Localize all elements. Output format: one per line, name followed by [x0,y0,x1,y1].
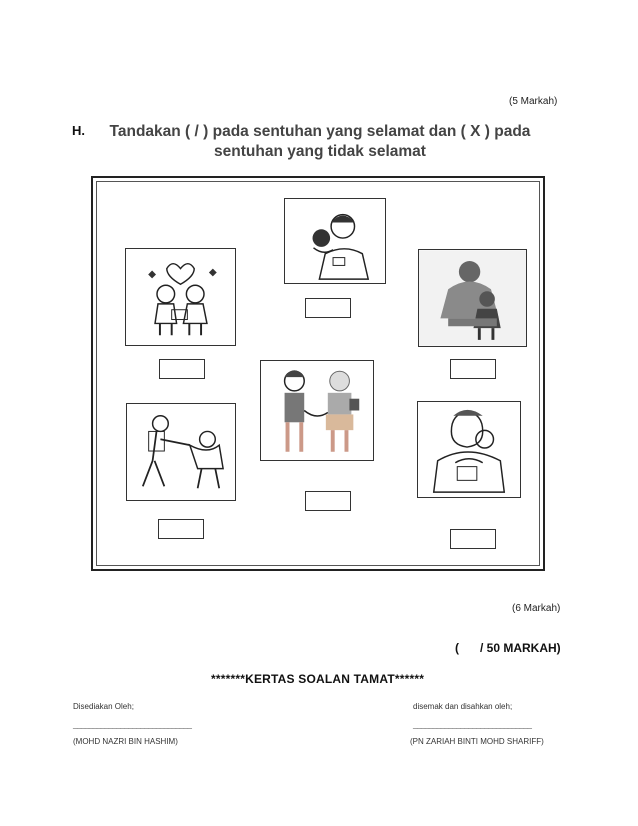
question-instruction [100,122,540,162]
adult-with-child-icon [418,249,527,347]
score-total: / 50 MARKAH) [480,641,561,655]
marks-top: (5 Markah) [509,96,558,107]
man-hugging-girl-icon [284,198,386,284]
approved-signature-line: ______________________________ [413,720,532,729]
instruction-line-1: Tandakan ( / ) pada sentuhan yang selamat dan ( X ) pada [109,123,531,140]
answer-box-2[interactable] [159,359,205,379]
prepared-label: Disediakan Oleh; [73,702,134,711]
instruction-line-2: sentuhan yang tidak selamat [214,143,426,160]
marks-bottom: (6 Markah) [512,603,561,614]
answer-box-6[interactable] [450,529,496,549]
boy-pushing-girl-icon [126,403,236,501]
boy-girl-hearts-icon [125,248,236,346]
score-open: ( [455,641,459,655]
picture-frame [91,176,545,571]
answer-box-5[interactable] [158,519,204,539]
approved-label: disemak dan disahkan oleh; [413,702,513,711]
mother-hugging-child-icon [417,401,521,498]
approved-name: (PN ZARIAH BINTI MOHD SHARIFF) [410,737,544,746]
answer-box-1[interactable] [305,298,351,318]
question-letter: H. [72,123,85,138]
two-girls-holding-hands-icon [260,360,374,461]
prepared-signature-line: ______________________________ [73,720,192,729]
answer-box-4[interactable] [305,491,351,511]
prepared-name: (MOHD NAZRI BIN HASHIM) [73,737,178,746]
answer-box-3[interactable] [450,359,496,379]
end-of-paper: *******KERTAS SOALAN TAMAT****** [211,672,425,686]
